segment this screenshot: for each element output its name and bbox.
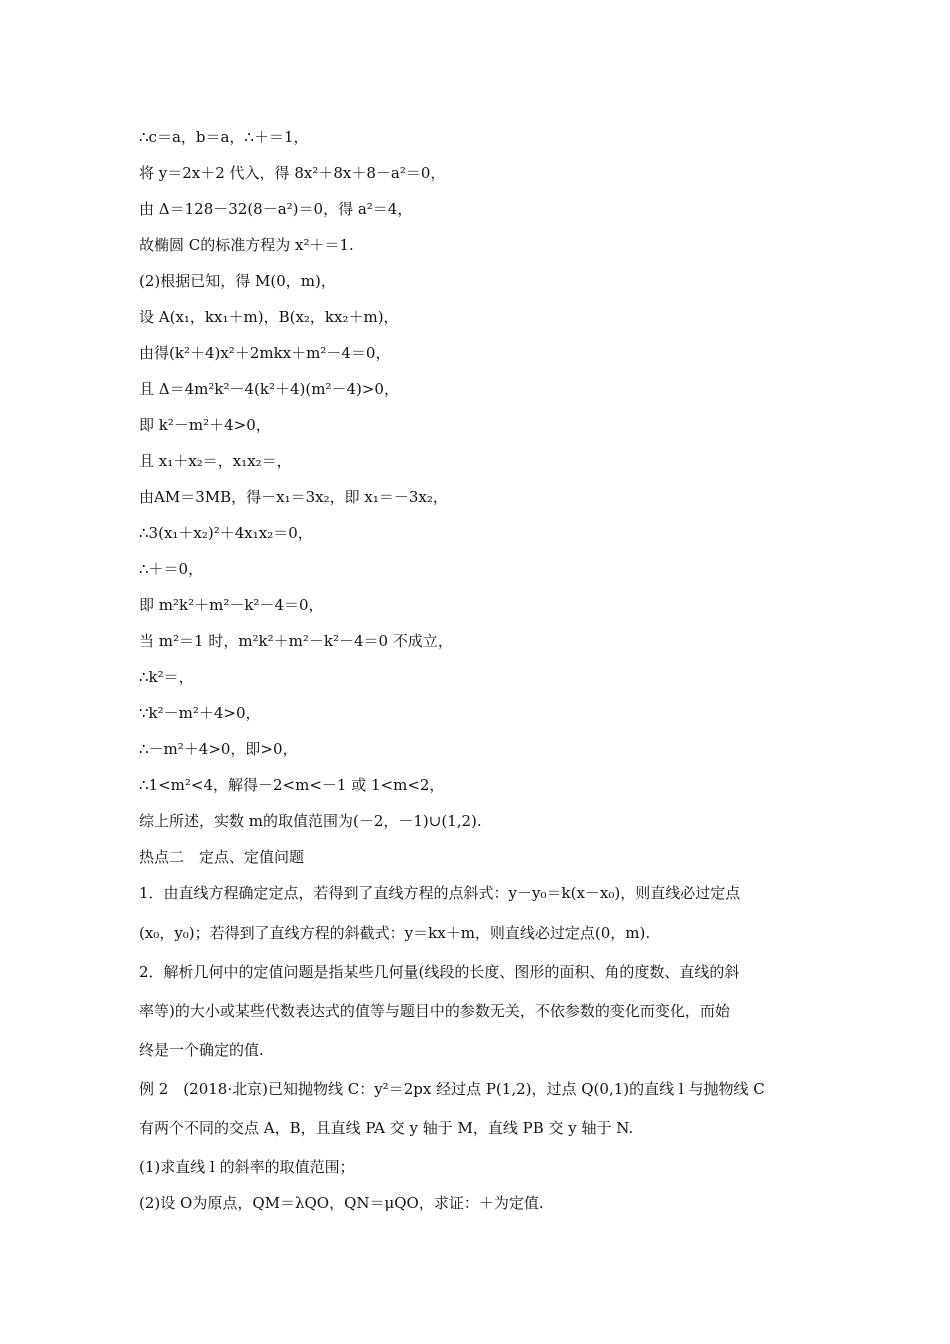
text-line: ∴1<m²<4，解得－2<m<－1 或 1<m<2， xyxy=(139,776,445,794)
text-line: 且 Δ＝4m²k²－4(k²＋4)(m²－4)>0， xyxy=(139,380,399,398)
text-line: (x₀，y₀)；若得到了直线方程的斜截式：y＝kx＋m，则直线必过定点(0，m). xyxy=(139,924,651,942)
text-line: ∴＋＝0， xyxy=(139,560,204,578)
example-heading: 例 2 (2018·北京)已知抛物线 C：y²＝2px 经过点 P(1,2)，过点 Q(0,1)的直线 l 与抛物线 C xyxy=(139,1080,765,1098)
text-line: 且 x₁＋x₂＝，x₁x₂＝， xyxy=(139,452,292,470)
text-line: 由AM＝3MB，得－x₁＝3x₂，即 x₁＝－3x₂， xyxy=(139,488,448,506)
text-line: 2．解析几何中的定值问题是指某些几何量(线段的长度、图形的面积、角的度数、直线的斜 xyxy=(139,963,740,981)
text-line: 即 k²－m²＋4>0， xyxy=(139,416,271,434)
text-line: 1．由直线方程确定定点，若得到了直线方程的点斜式：y－y₀＝k(x－x₀)，则直线必过定点 xyxy=(139,884,741,902)
text-line: ∴－m²＋4>0，即>0， xyxy=(139,740,298,758)
text-line: 率等)的大小或某些代数表达式的值等与题目中的参数无关，不依参数的变化而变化，而始 xyxy=(139,1002,730,1020)
text-line: (2)设 O为原点，QM＝λQO，QN＝μQO，求证：＋为定值. xyxy=(139,1194,544,1212)
text-line: (2)根据已知，得 M(0，m)， xyxy=(139,272,336,290)
text-line: 终是一个确定的值. xyxy=(139,1041,264,1059)
text-line: 由得(k²＋4)x²＋2mkx＋m²－4＝0， xyxy=(139,344,391,362)
text-line: ∴k²＝， xyxy=(139,668,194,686)
text-line: 综上所述，实数 m的取值范围为(－2，－1)∪(1,2). xyxy=(139,812,482,830)
text-line: 当 m²＝1 时，m²k²＋m²－k²－4＝0 不成立， xyxy=(139,632,453,650)
text-line: (1)求直线 l 的斜率的取值范围； xyxy=(139,1158,355,1176)
section-heading: 热点二 定点、定值问题 xyxy=(139,848,305,866)
text-line: 将 y＝2x＋2 代入，得 8x²＋8x＋8－a²＝0， xyxy=(139,164,446,182)
text-line: 即 m²k²＋m²－k²－4＝0， xyxy=(139,596,324,614)
text-line: 故椭圆 C的标准方程为 x²＋＝1. xyxy=(139,236,354,254)
text-line: 有两个不同的交点 A，B，且直线 PA 交 y 轴于 M，直线 PB 交 y 轴于 N. xyxy=(139,1119,634,1137)
text-line: ∴c＝a，b＝a，∴＋＝1， xyxy=(139,128,309,146)
text-line: 设 A(x₁，kx₁＋m)，B(x₂，kx₂＋m)， xyxy=(139,308,399,326)
text-line: ∴3(x₁＋x₂)²＋4x₁x₂＝0， xyxy=(139,524,313,542)
text-line: 由 Δ＝128－32(8－a²)＝0，得 a²＝4， xyxy=(139,200,413,218)
text-line: ∵k²－m²＋4>0， xyxy=(139,704,261,722)
